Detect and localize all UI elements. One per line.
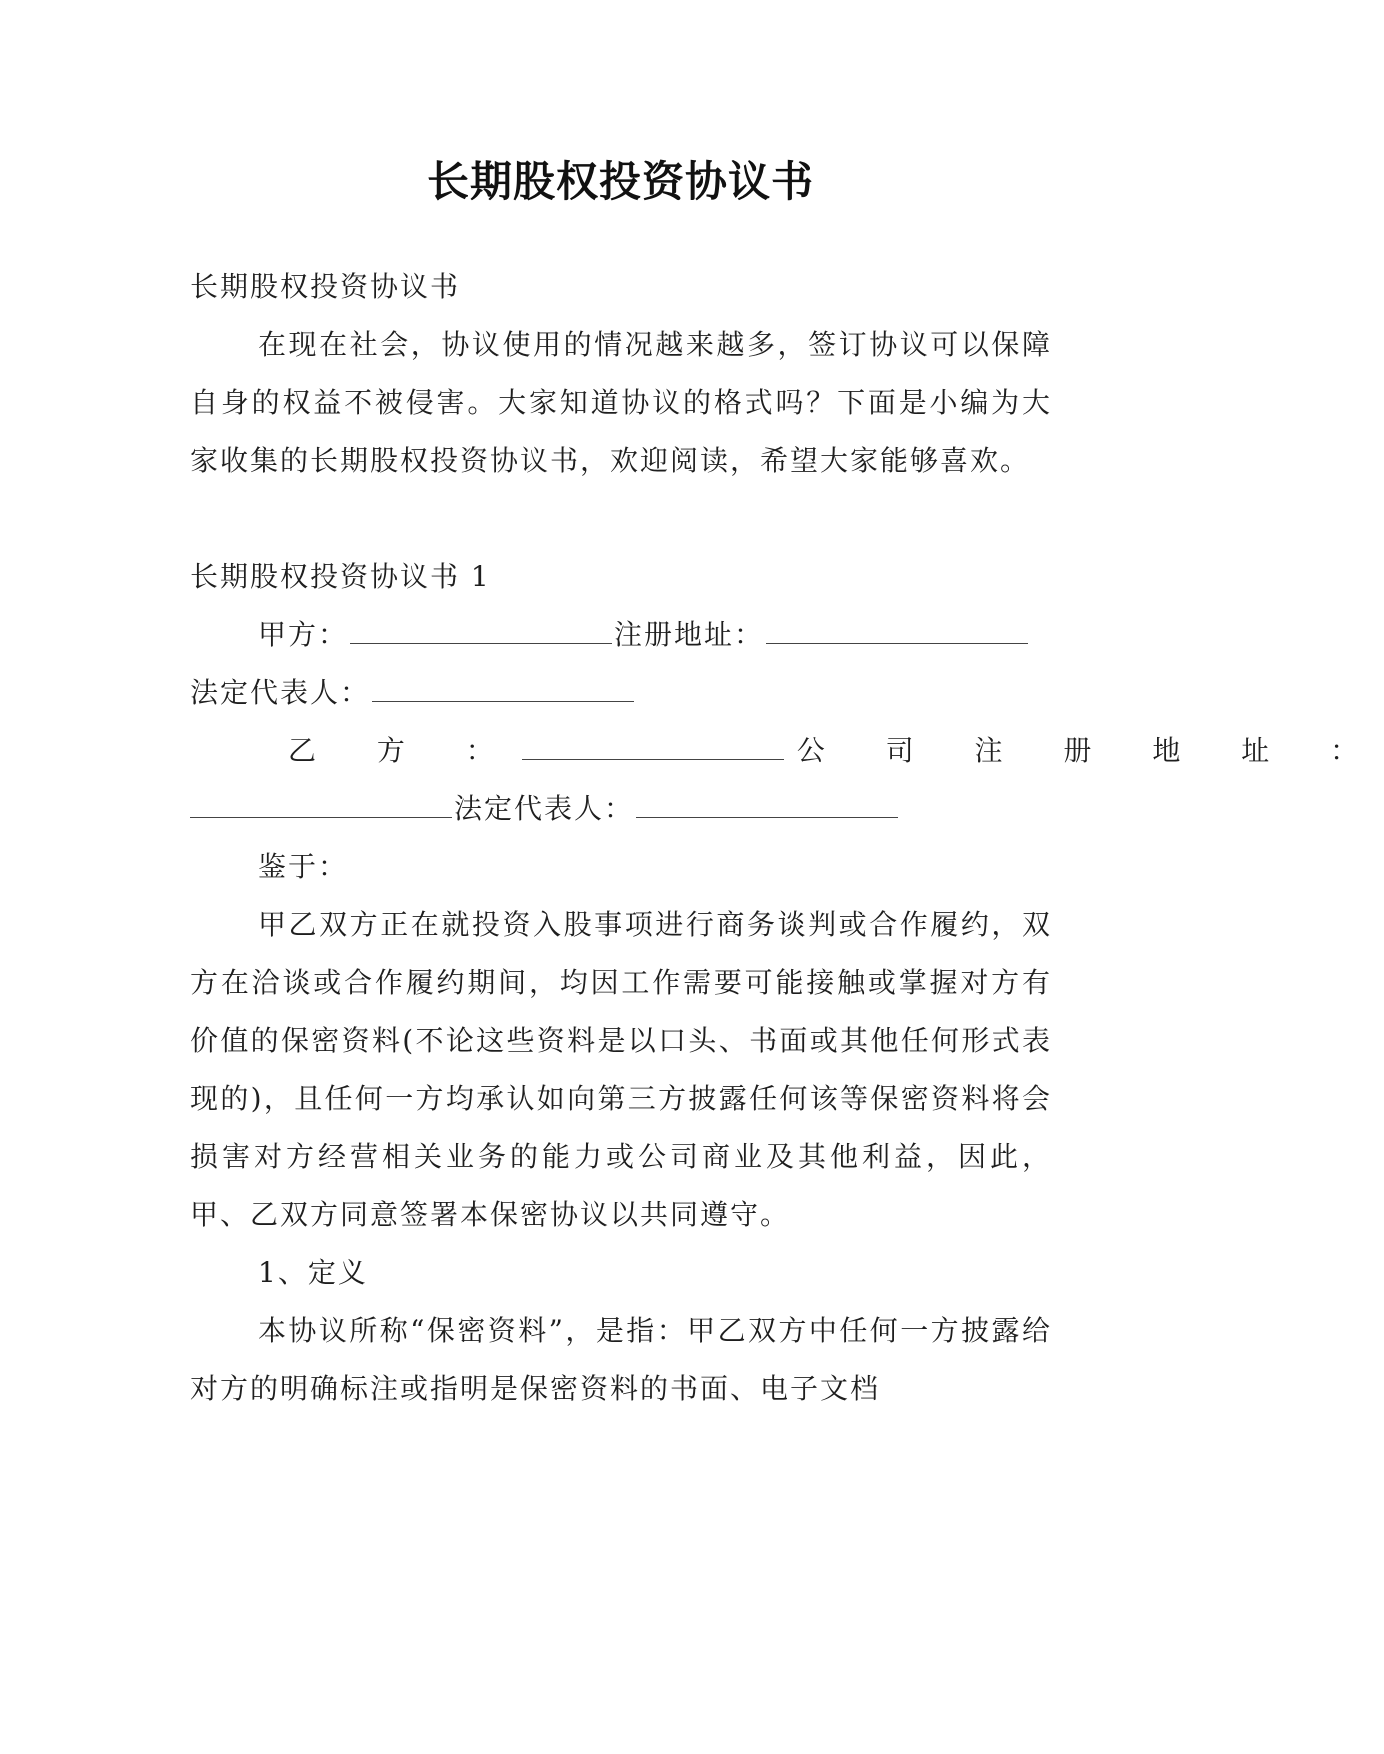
- section1-heading: 长期股权投资协议书 1: [190, 560, 491, 593]
- document-title: 长期股权投资协议书: [426, 157, 814, 206]
- party-b-blank: [522, 737, 784, 760]
- whereas-label: 鉴于：: [258, 850, 349, 883]
- legal-rep-blank: [372, 679, 634, 702]
- legal-rep-b-blank: [636, 795, 898, 818]
- party-a-label: 甲方：: [258, 618, 349, 651]
- paragraph-gap: [190, 490, 1052, 548]
- party-b-address-line: [190, 780, 1052, 838]
- party-b-label: 乙 方 ：: [288, 734, 520, 767]
- legal-rep-label-b: 法定代表人：: [454, 792, 635, 825]
- company-reg-address-label: 公 司 注 册 地 址 ：: [796, 734, 1384, 767]
- clause1-heading: 1、定义: [258, 1256, 368, 1289]
- legal-rep-label: 法定代表人：: [190, 676, 371, 709]
- legal-rep-line: [190, 664, 1052, 722]
- document-body: [190, 258, 1384, 1418]
- clause1-paragraph: 本协议所称“保密资料”，是指：甲乙双方中任何一方披露给对方的明确标注或指明是保密资料的书面、电子文档: [190, 1314, 1052, 1405]
- intro-paragraph: 在现在社会，协议使用的情况越来越多，签订协议可以保障自身的权益不被侵害。大家知道协议的格式吗？下面是小编为大家收集的长期股权投资协议书，欢迎阅读，希望大家能够喜欢。: [190, 328, 1052, 477]
- company-reg-address-blank: [190, 795, 452, 818]
- whereas-paragraph: 甲乙双方正在就投资入股事项进行商务谈判或合作履约，双方在洽谈或合作履约期间，均因工作需要可能接触或掌握对方有价值的保密资料(不论这些资料是以口头、书面或其他任何形式表现的)，且任何一方均承认如向第三方披露任何该等保密资料将会损害对方经营相关业务的能力或公司商业及其他利益，因此，甲、乙双方同意签署本保密协议以共同遵守。: [190, 908, 1052, 1231]
- party-b-line: [190, 722, 1384, 780]
- reg-address-label: 注册地址：: [614, 618, 765, 651]
- party-a-blank: [350, 621, 612, 644]
- intro-heading: 长期股权投资协议书: [190, 270, 461, 303]
- party-a-line: [190, 606, 1052, 664]
- reg-address-blank: [766, 621, 1028, 644]
